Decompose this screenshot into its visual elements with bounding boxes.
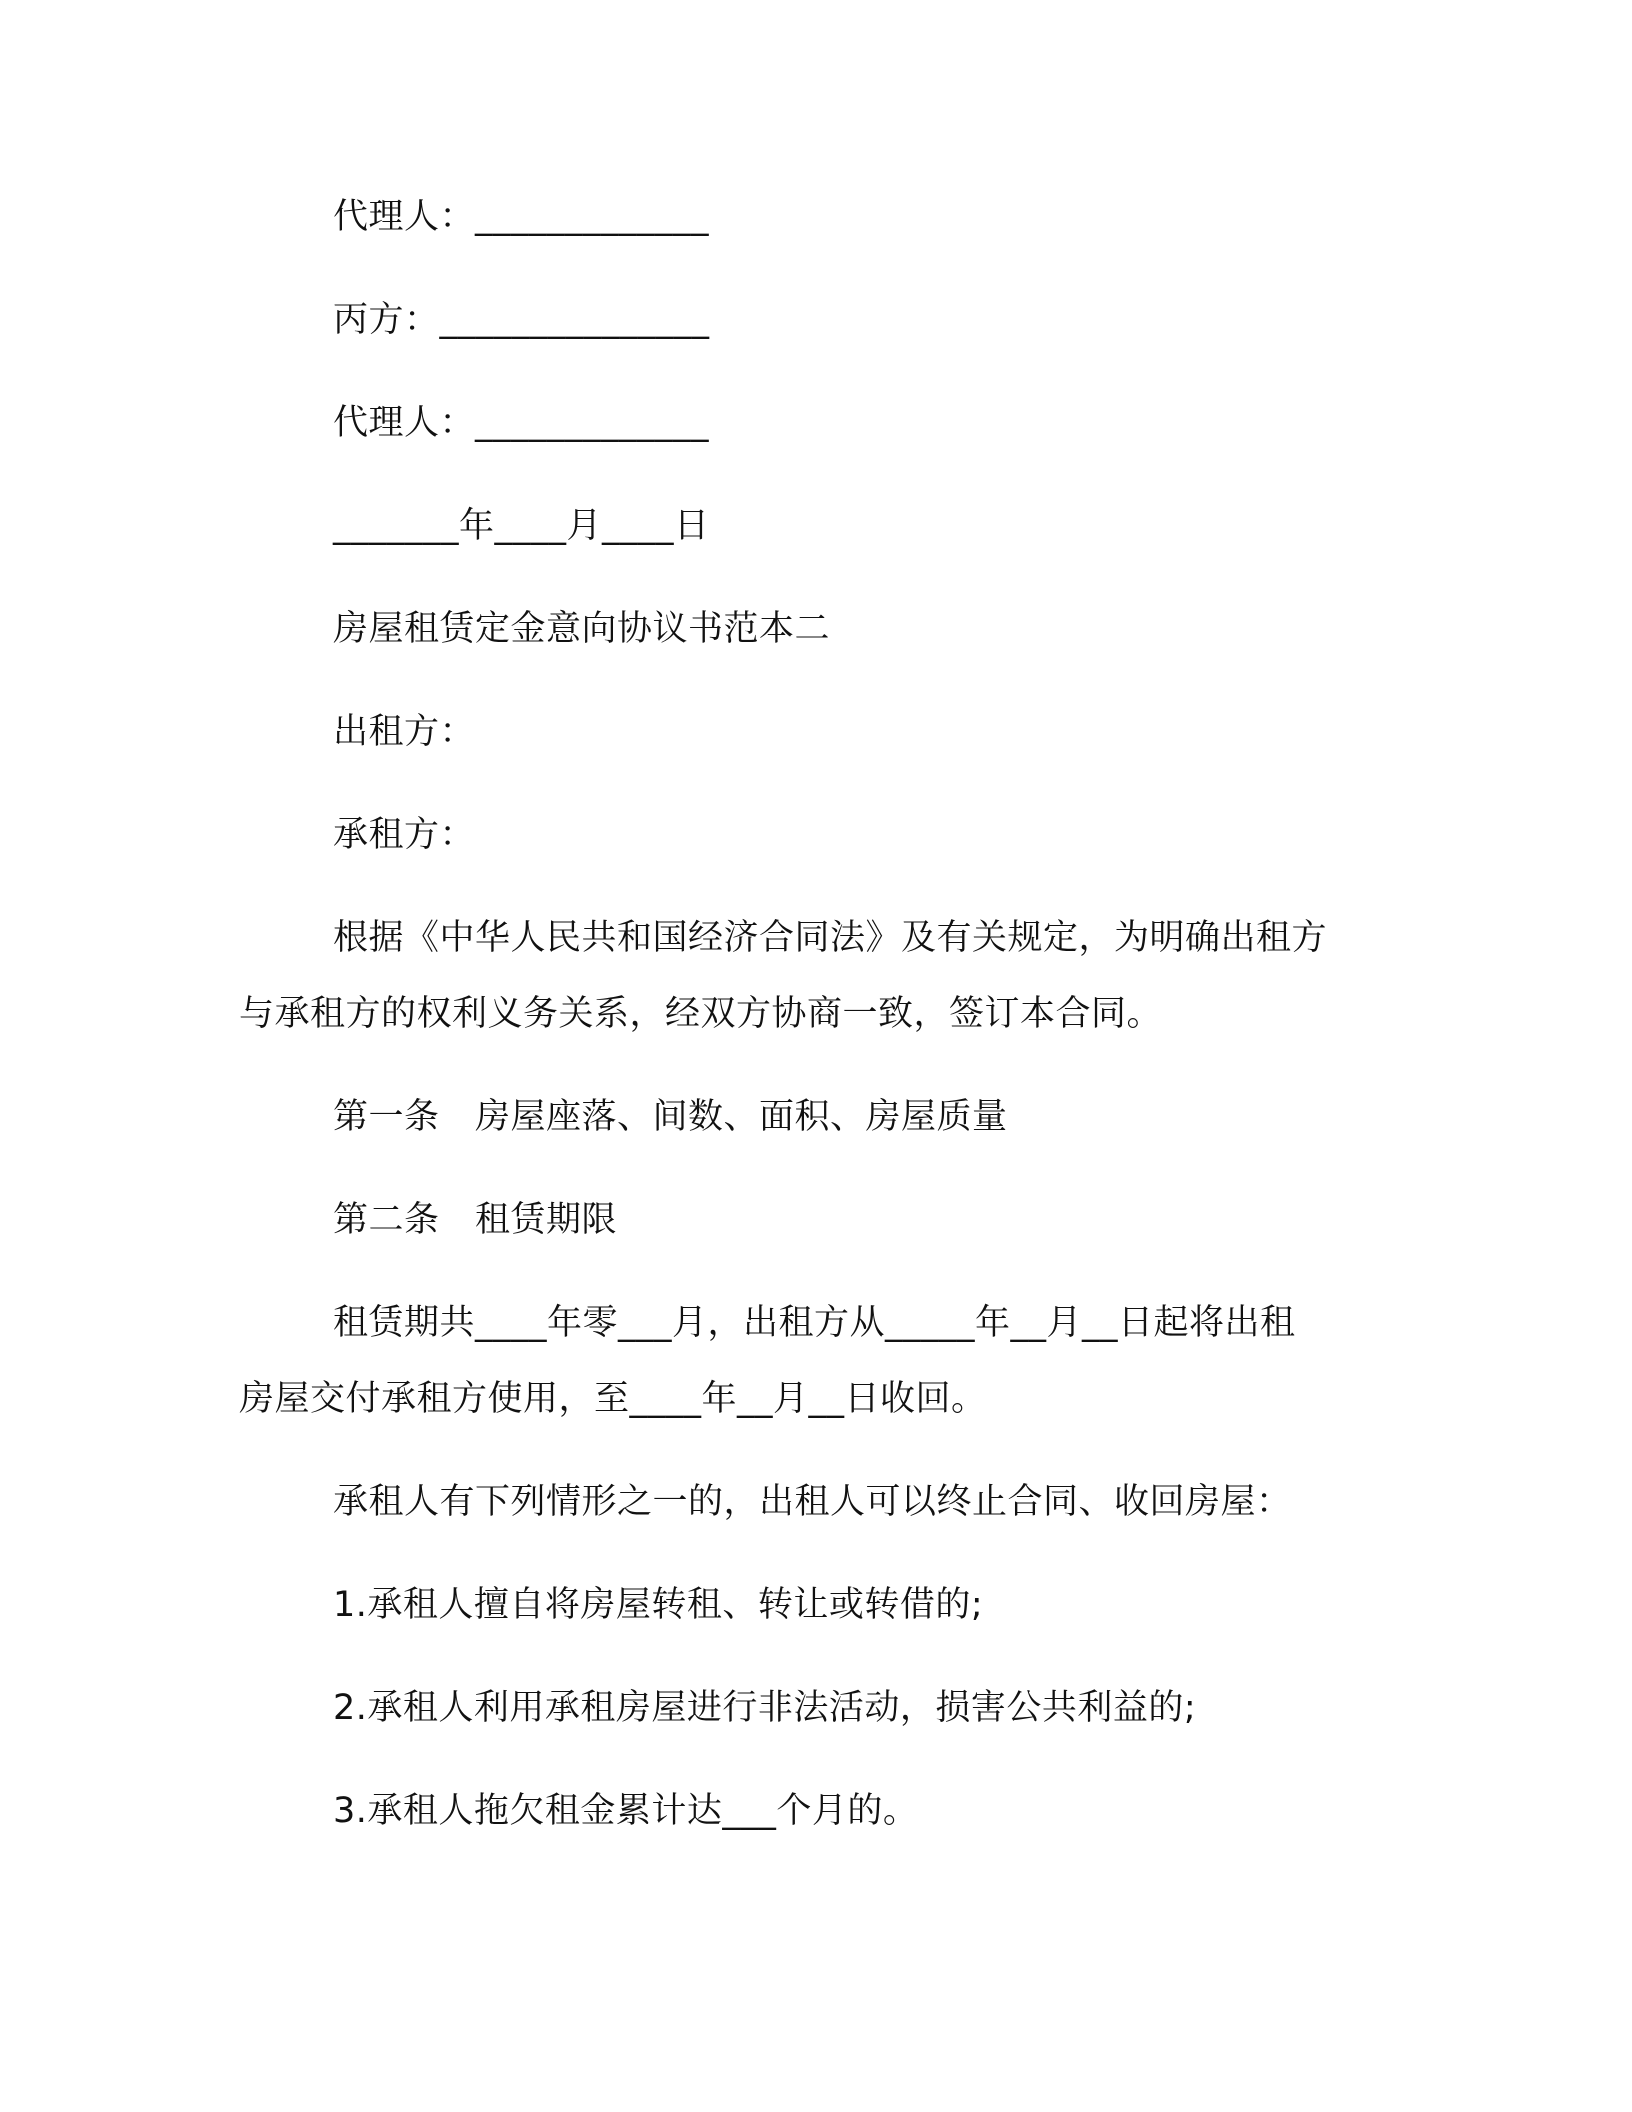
termination-item-2: 2.承租人利用承租房屋进行非法活动，损害公共利益的; <box>333 1688 1197 1728</box>
termination-item-3: 3.承租人拖欠租金累计达___个月的。 <box>333 1791 919 1831</box>
date-line: _______年____月____日 <box>333 506 710 546</box>
preamble-line-2: 与承租方的权利义务关系，经双方协商一致，签订本合同。 <box>239 994 1163 1034</box>
termination-intro: 承租人有下列情形之一的，出租人可以终止合同、收回房屋： <box>333 1482 1292 1522</box>
article-1-heading: 第一条 房屋座落、间数、面积、房屋质量 <box>333 1097 1008 1137</box>
article-2-heading: 第二条 租赁期限 <box>333 1200 618 1240</box>
lease-term-line-1: 租赁期共____年零___月，出租方从_____年__月__日起将出租 <box>333 1303 1296 1343</box>
termination-item-1: 1.承租人擅自将房屋转租、转让或转借的; <box>333 1585 984 1625</box>
agent-line-2: 代理人：_____________ <box>333 403 710 443</box>
preamble-line-1: 根据《中华人民共和国经济合同法》及有关规定，为明确出租方 <box>333 918 1328 958</box>
lessee-line: 承租方： <box>333 815 476 855</box>
agent-line-1: 代理人：_____________ <box>333 197 710 237</box>
party-c-line: 丙方：_______________ <box>333 300 710 340</box>
lease-term-line-2: 房屋交付承租方使用，至____年__月__日收回。 <box>239 1379 987 1419</box>
lessor-line: 出租方： <box>333 712 476 752</box>
section-title: 房屋租赁定金意向协议书范本二 <box>333 609 831 649</box>
